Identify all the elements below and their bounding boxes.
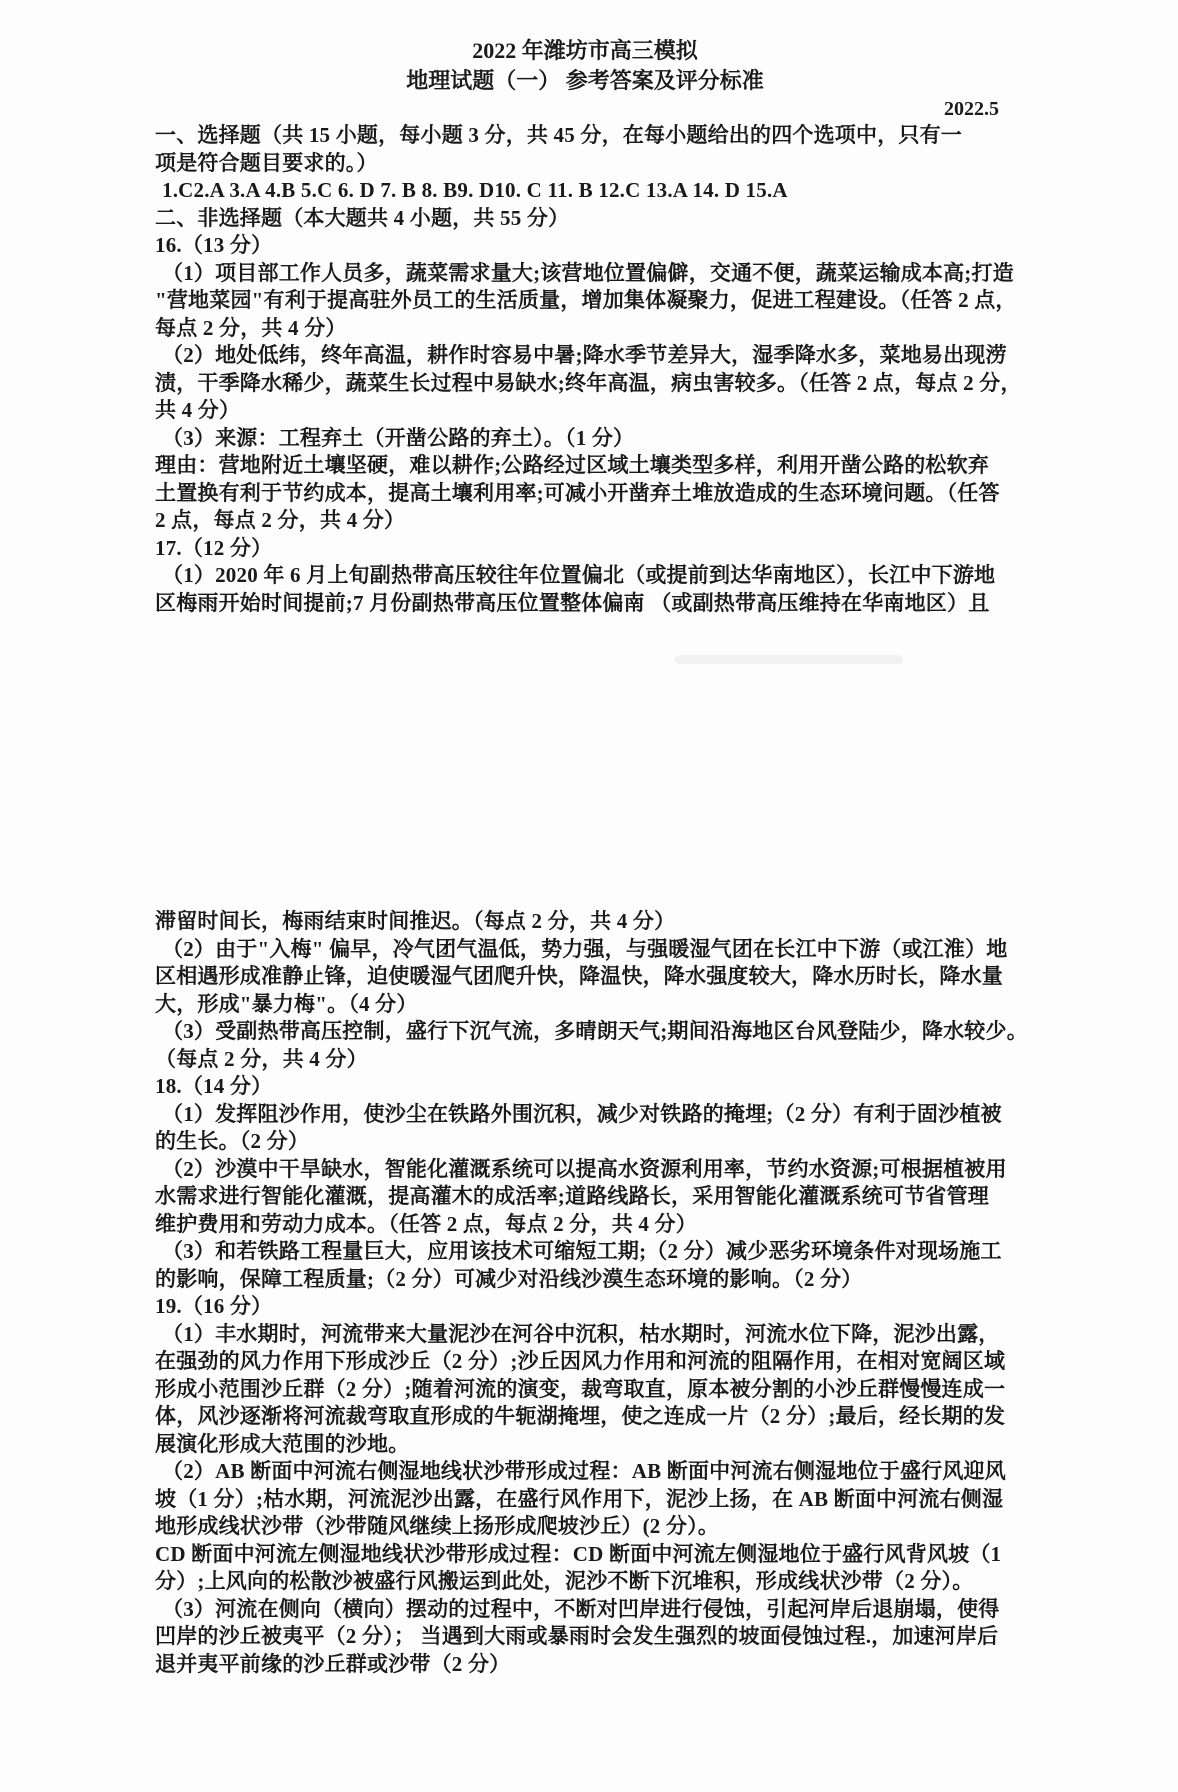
text-line: 滞留时间长，梅雨结束时间推迟。（每点 2 分，共 4 分） <box>155 909 676 933</box>
text-line: 土置换有利于节约成本，提高土壤利用率;可减小开凿弃土堆放造成的生态环境问题。（任答 <box>155 480 1000 505</box>
text-line: 在强劲的风力作用下形成沙丘（2 分）;沙丘因风力作用和河流的阻隔作用，在相对宽阔区域 <box>155 1349 1006 1373</box>
text-line: 共 4 分） <box>155 398 241 422</box>
text-line: 二、非选择题（本大题共 4 小题，共 55 分） <box>155 205 570 230</box>
text-line: （1）发挥阻沙作用，使沙尘在铁路外围沉积，减少对铁路的掩埋;（2 分）有利于固沙植被 <box>162 1101 1002 1126</box>
text-line: CD 断面中河流左侧湿地线状沙带形成过程：CD 断面中河流左侧湿地位于盛行风背风坡（1 <box>155 1541 1002 1566</box>
text-line: （3）受副热带高压控制，盛行下沉气流，多晴朗天气;期间沿海地区台风登陆少，降水较少。 <box>162 1019 1028 1043</box>
document-body <box>155 122 1028 1678</box>
text-line: （3）河流在侧向（横向）摆动的过程中，不断对凹岸进行侵蚀，引起河岸后退崩塌，使得 <box>162 1596 1000 1621</box>
text-line: 17.（12 分） <box>155 535 273 560</box>
text-line: 2 点，每点 2 分，共 4 分） <box>155 508 406 532</box>
text-line: 的生长。（2 分） <box>155 1129 310 1153</box>
text-line: 区相遇形成准静止锋，迫使暖湿气团爬升快，降温快，降水强度较大，降水历时长，降水量 <box>155 964 1003 988</box>
document-date: 2022.5 <box>944 98 999 120</box>
text-line: 每点 2 分，共 4 分） <box>155 315 347 340</box>
text-line: 项是符合题目要求的。） <box>155 150 378 175</box>
text-line: （1）项目部工作人员多，蔬菜需求量大;该营地位置偏僻，交通不便，蔬菜运输成本高;打造 <box>162 260 1014 285</box>
text-line: （1）2020 年 6 月上旬副热带高压较往年位置偏北（或提前到达华南地区），长江中下游地 <box>162 563 996 587</box>
document-subtitle: 地理试题（一） 参考答案及评分标准 <box>406 68 764 93</box>
text-line: 1.C2.A 3.A 4.B 5.C 6. D 7. B 8. B9. D10. C 11. B 12.C 13.A 14. D 15.A <box>162 178 788 202</box>
text-line: 地形成线状沙带（沙带随风继续上扬形成爬坡沙丘）(2 分）。 <box>155 1514 720 1538</box>
text-line: 区梅雨开始时间提前;7 月份副热带高压位置整体偏南 （或副热带高压维持在华南地区）且 <box>155 590 990 615</box>
text-line: 19.（16 分） <box>155 1294 273 1318</box>
text-line: 凹岸的沙丘被夷平（2 分）； 当遇到大雨或暴雨时会发生强烈的坡面侵蚀过程.，加速河岸后 <box>155 1624 999 1648</box>
text-line: （每点 2 分，共 4 分） <box>155 1046 368 1071</box>
text-line: 分）;上风向的松散沙被盛行风搬运到此处，泥沙不断下沉堆积，形成线状沙带（2 分）。 <box>155 1569 974 1593</box>
document-title: 2022 年潍坊市高三模拟 <box>472 38 698 63</box>
text-line: 形成小范围沙丘群（2 分）;随着河流的演变，裁弯取直，原本被分割的小沙丘群慢慢连成一 <box>155 1376 1006 1401</box>
text-line: 大，形成"暴力梅"。（4 分） <box>155 991 418 1016</box>
text-line: 的影响，保障工程质量;（2 分）可减少对沿线沙漠生态环境的影响。（2 分） <box>155 1266 863 1291</box>
text-line: （1）丰水期时，河流带来大量泥沙在河谷中沉积，枯水期时，河流水位下降，泥沙出露， <box>162 1321 1000 1346</box>
text-line: 坡（1 分）;枯水期，河流泥沙出露，在盛行风作用下，泥沙上扬，在 AB 断面中河流右侧湿 <box>155 1486 1004 1511</box>
text-line: （3）来源：工程弃土（开凿公路的弃土）。（1 分） <box>162 425 635 450</box>
text-line: 退并夷平前缘的沙丘群或沙带（2 分） <box>155 1651 511 1676</box>
text-line: （2）沙漠中干旱缺水，智能化灌溉系统可以提高水资源利用率，节约水资源;可根据植被用 <box>162 1156 1007 1181</box>
text-line: 16.（13 分） <box>155 233 273 257</box>
text-line: （3）和若铁路工程量巨大，应用该技术可缩短工期;（2 分）减少恶劣环境条件对现场施工 <box>162 1239 1002 1263</box>
text-line: "营地菜园"有利于提高驻外员工的生活质量，增加集体凝聚力，促进工程建设。（任答 2 点， <box>155 288 1017 312</box>
text-line: 维护费用和劳动力成本。（任答 2 点，每点 2 分，共 4 分） <box>155 1211 697 1236</box>
text-line: 一、选择题（共 15 小题，每小题 3 分，共 45 分，在每小题给出的四个选项中，只有一 <box>155 123 962 147</box>
text-line: 理由：营地附近土壤坚硬，难以耕作;公路经过区域土壤类型多样，利用开凿公路的松软弃 <box>155 453 989 477</box>
text-line: 体，风沙逐渐将河流裁弯取直形成的牛轭湖掩埋，使之连成一片（2 分）;最后，经长期的发 <box>155 1404 1006 1428</box>
text-line: 渍，干季降水稀少，蔬菜生长过程中易缺水;终年高温，病虫害较多。（任答 2 点，每点 2 分， <box>155 370 1022 395</box>
text-line: 18.（14 分） <box>155 1074 273 1098</box>
text-line: 水需求进行智能化灌溉，提高灌木的成活率;道路线路长，采用智能化灌溉系统可节省管理 <box>155 1184 989 1208</box>
text-line: （2）地处低纬，终年高温，耕作时容易中暑;降水季节差异大，湿季降水多，菜地易出现涝 <box>162 343 1007 367</box>
text-line: （2）由于"入梅" 偏早，冷气团气温低，势力强，与强暖湿气团在长江中下游（或江淮）地 <box>162 936 1008 961</box>
text-line: （2）AB 断面中河流右侧湿地线状沙带形成过程：AB 断面中河流右侧湿地位于盛行风迎风 <box>162 1459 1006 1483</box>
document-content <box>155 36 1028 1678</box>
text-line: 展演化形成大范围的沙地。 <box>155 1431 410 1456</box>
